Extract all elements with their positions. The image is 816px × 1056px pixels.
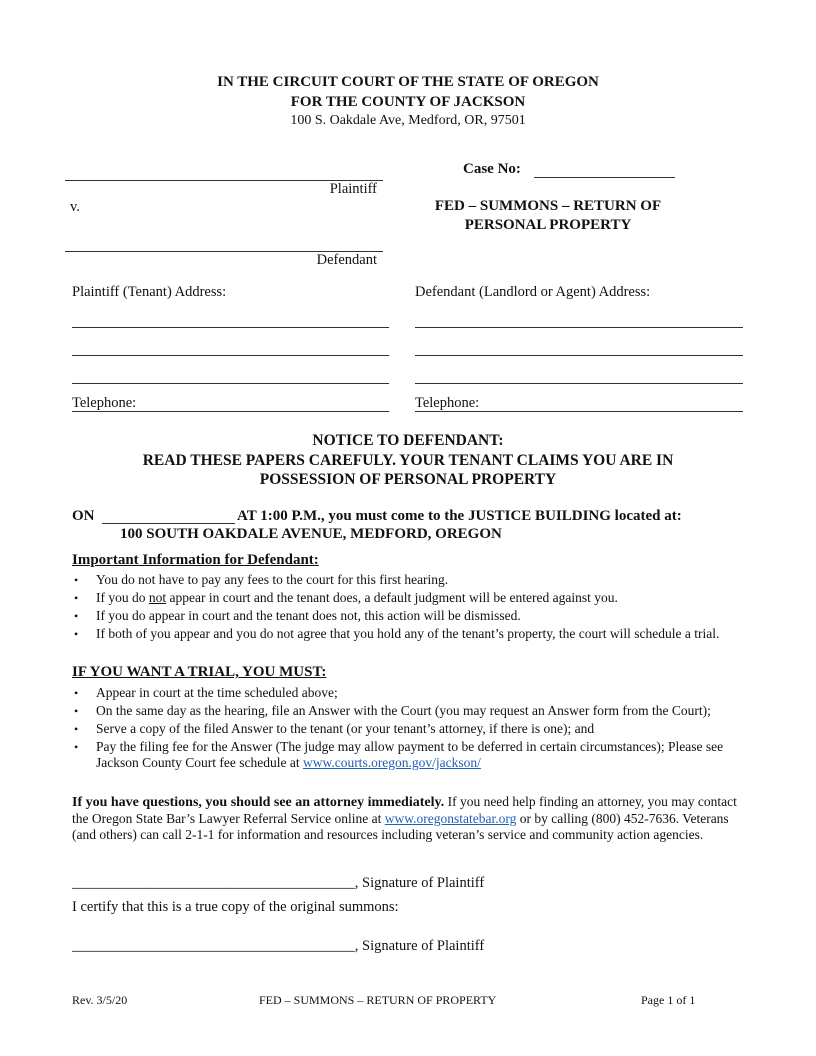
notice-warning-line1: READ THESE PAPERS CAREFULY. YOUR TENANT CLAIMS YOU ARE IN	[142, 452, 674, 469]
defendant-address-line-3[interactable]	[415, 383, 743, 384]
footer-page-number: Page 1 of 1	[641, 993, 696, 1007]
jackson-court-link[interactable]: www.courts.oregon.gov/jackson/	[302, 755, 481, 770]
plaintiff-address-line-2[interactable]	[72, 355, 389, 356]
notice-heading: NOTICE TO DEFENDANT:	[312, 432, 504, 449]
defendant-telephone-label: Telephone:	[415, 395, 480, 411]
oregon-state-bar-link[interactable]: www.oregonstatebar.org	[384, 811, 517, 826]
plaintiff-label: Plaintiff	[329, 181, 377, 197]
plaintiff-address-label: Plaintiff (Tenant) Address:	[72, 284, 227, 300]
list-item: • Appear in court at the time scheduled above;	[72, 685, 752, 701]
attorney-advice-text-2: or by calling (800) 452-7636. Veterans (and others) can call 2-1-1 for information and resources including veteran’s service and community action agencies.	[72, 811, 729, 842]
versus-label: v.	[70, 199, 80, 215]
plaintiff-address-line-1[interactable]	[72, 327, 389, 328]
notice-warning-line2: POSSESSION OF PERSONAL PROPERTY	[259, 471, 557, 488]
footer-revision: Rev. 3/5/20	[72, 993, 128, 1007]
signature-label: , Signature of Plaintiff	[354, 938, 485, 954]
emphasis-not: not	[148, 590, 167, 605]
plaintiff-address-line-3[interactable]	[72, 383, 389, 384]
list-item	[72, 739, 752, 771]
hearing-on-label: ON	[72, 508, 95, 524]
list-item: • You do not have to pay any fees to the court for this first hearing.	[72, 572, 752, 588]
signature-blank[interactable]: _______________________________________	[72, 938, 355, 954]
signature-blank[interactable]: _______________________________________	[72, 875, 355, 891]
list-item: • If you do appear in court and the tenant does not, this action will be dismissed.	[72, 608, 752, 624]
defendant-telephone-field[interactable]	[415, 411, 743, 412]
court-name-line2: FOR THE COUNTY OF JACKSON	[290, 94, 526, 110]
defendant-label: Defendant	[316, 252, 377, 268]
list-item: • On the same day as the hearing, file an Answer with the Court (you may request an Answer form from the Court);	[72, 703, 752, 719]
important-info-heading: Important Information for Defendant:	[72, 552, 319, 568]
plaintiff-telephone-label: Telephone:	[72, 395, 137, 411]
certify-statement: I certify that this is a true copy of the original summons:	[72, 899, 399, 915]
defendant-address-label: Defendant (Landlord or Agent) Address:	[415, 284, 651, 300]
list-item	[72, 590, 752, 606]
form-title	[400, 197, 696, 235]
list-item-text: appear in court and the tenant does, a default judgment will be entered against you.	[166, 590, 618, 605]
case-number-field[interactable]	[534, 177, 675, 178]
list-item: • If both of you appear and you do not agree that you hold any of the tenant’s property, the court will schedule a trial.	[72, 626, 752, 642]
trial-requirements-list	[72, 685, 752, 773]
hearing-date-field[interactable]	[102, 523, 235, 524]
attorney-advice-paragraph	[72, 794, 748, 843]
list-item: • Serve a copy of the filed Answer to the tenant (or your tenant’s attorney, if there is one); and	[72, 721, 752, 737]
attorney-advice-bold: If you have questions, you should see an attorney immediately.	[72, 795, 445, 810]
list-item-text: If you do	[96, 590, 149, 605]
defendant-address-line-2[interactable]	[415, 355, 743, 356]
trial-heading: IF YOU WANT A TRIAL, YOU MUST:	[72, 664, 327, 680]
plaintiff-signature-line-2[interactable]	[72, 938, 484, 955]
hearing-time-text: AT 1:00 P.M., you must come to the JUSTICE BUILDING located at:	[237, 508, 682, 524]
defendant-address-line-1[interactable]	[415, 327, 743, 328]
court-name-line1: IN THE CIRCUIT COURT OF THE STATE OF OREGON	[217, 74, 599, 90]
hearing-location: 100 SOUTH OAKDALE AVENUE, MEDFORD, OREGON	[120, 526, 502, 542]
form-title-line1: FED – SUMMONS – RETURN OF	[434, 198, 662, 214]
important-info-list	[72, 572, 752, 644]
case-number-label: Case No:	[463, 161, 521, 177]
list-item-text: Pay the filing fee for the Answer (The judge may allow payment to be deferred in certain circumstances); Please see Jackson County Court fee schedule at	[96, 739, 724, 770]
plaintiff-telephone-field[interactable]	[72, 411, 389, 412]
court-address: 100 S. Oakdale Ave, Medford, OR, 97501	[290, 113, 526, 128]
plaintiff-signature-line-1[interactable]	[72, 875, 484, 892]
footer-form-title: FED – SUMMONS – RETURN OF PROPERTY	[259, 993, 497, 1007]
signature-label: , Signature of Plaintiff	[354, 875, 485, 891]
attorney-advice-text: If you need help finding an attorney, you may contact the Oregon State Bar’s Lawyer Referral Service online at	[72, 794, 737, 826]
form-title-line2: PERSONAL PROPERTY	[464, 217, 632, 233]
